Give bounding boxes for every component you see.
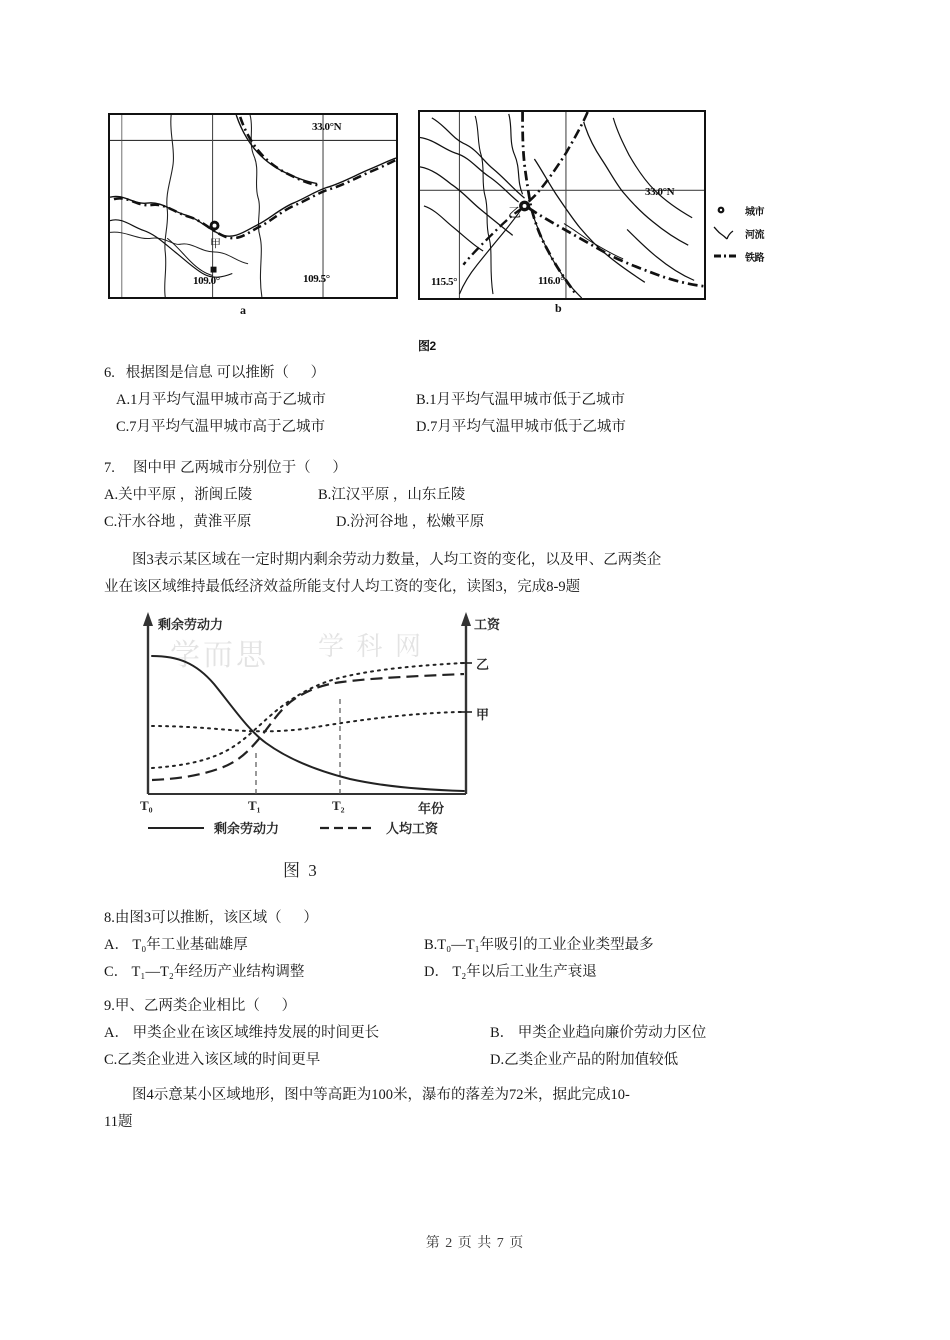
question-7-option-b[interactable]: B.江汉平原 ，山东丘陵: [318, 487, 466, 503]
map-legend: [712, 200, 817, 272]
question-9-option-d[interactable]: D.乙类企业产品的附加值较低: [490, 1052, 679, 1068]
question-9-option-a[interactable]: A． 甲类企业在该区域维持发展的时间更长: [104, 1025, 380, 1041]
legend-label-river: 河流: [745, 229, 764, 241]
legend-label-railway: 铁路: [745, 252, 764, 264]
figure-3-intro: [104, 547, 894, 601]
figure-4-intro-line-2: 11题: [104, 1114, 133, 1130]
question-8-option-b[interactable]: B.T₀—T₁年吸引的工业企业类型最多: [424, 937, 654, 953]
question-8-option-d[interactable]: D． T₂年以后工业生产衰退: [424, 964, 597, 980]
chart-tick-t2: T₂: [332, 798, 345, 813]
question-6-option-c[interactable]: C.7月平均气温甲城市高于乙城市: [116, 419, 326, 435]
chart-label-jia: 甲: [476, 707, 490, 722]
map-a-city-label: 甲: [210, 238, 221, 250]
chart-legend-label-surplus-labor: 剩余劳动力: [214, 821, 280, 836]
chart-legend-item-average-wage: [318, 818, 438, 837]
map-b-lat-label: 33.0°N: [645, 186, 675, 198]
figure-2-title: 图2: [418, 339, 436, 353]
dashed-line-icon: [318, 822, 378, 834]
map-b-lon-left-label: 115.5°: [431, 276, 458, 288]
question-6-option-d[interactable]: D.7月平均气温甲城市低于乙城市: [416, 419, 626, 435]
chart-tick-t0: T₀: [140, 798, 153, 813]
map-b: [418, 110, 706, 300]
question-6-option-b[interactable]: B.1月平均气温甲城市低于乙城市: [416, 392, 626, 408]
map-b-graphic: [420, 112, 704, 298]
question-7-option-a[interactable]: A.关中平原 ，浙闽丘陵: [104, 487, 253, 503]
chart-left-axis-label: 剩余劳动力: [158, 617, 224, 632]
question-6-option-a[interactable]: A.1月平均气温甲城市高于乙城市: [116, 392, 326, 408]
figure-4-intro-line-1: 图4示意某小区域地形，图中等高距为100米，瀑布的落差为72米，据此完成10-: [132, 1087, 630, 1103]
question-9-option-c[interactable]: C.乙类企业进入该区域的时间更早: [104, 1052, 321, 1068]
figure-3-intro-line-1: 图3表示某区域在一定时期内剩余劳动力数量，人均工资的变化，以及甲、乙两类企: [132, 552, 662, 568]
map-a-graphic: [110, 115, 396, 297]
map-a: [108, 113, 398, 299]
figure-4-intro: [104, 1082, 894, 1136]
page-footer: 第 2 页 共 7 页: [425, 1236, 525, 1251]
question-8-option-a[interactable]: A． T₀年工业基础雄厚: [104, 937, 248, 953]
question-7-option-c[interactable]: C.汗水谷地 ，黄淮平原: [104, 514, 252, 530]
city-dot-icon: [712, 203, 738, 217]
figure-3-graphic: [118, 608, 538, 828]
chart-label-yi: 乙: [476, 657, 490, 672]
railway-line-icon: [712, 249, 738, 263]
map-a-lat-label: 33.0°N: [312, 121, 342, 133]
figure-2: [100, 105, 820, 355]
question-6-stem: 6. 根据图是信息 可以推断（ ）: [104, 365, 326, 381]
chart-legend-item-surplus-labor: [146, 818, 279, 837]
question-9: [104, 993, 894, 1074]
figure-3-intro-line-2: 业在该区域维持最低经济效益所能支付人均工资的变化，读图3，完成8-9题: [104, 579, 581, 595]
question-8-option-c[interactable]: C． T₁—T₂年经历产业结构调整: [104, 964, 305, 980]
watermark-text-2: 学 科 网: [318, 632, 425, 661]
question-9-stem: 9.甲、乙两类企业相比（ ）: [104, 998, 297, 1014]
map-a-caption: a: [240, 303, 246, 317]
map-b-city-label: 乙: [508, 205, 522, 220]
legend-item-city: [712, 200, 764, 220]
question-9-option-b[interactable]: B． 甲类企业趋向廉价劳动力区位: [490, 1025, 707, 1041]
map-a-lon-left-label: 109.0°: [193, 275, 220, 287]
watermark-text: 学而思: [170, 639, 269, 672]
question-8-stem: 8.由图3可以推断，该区域（ ）: [104, 910, 318, 926]
chart-legend: [138, 818, 498, 842]
question-7: [104, 455, 894, 536]
solid-line-icon: [146, 822, 206, 834]
chart-tick-t1: T₁: [248, 798, 261, 813]
question-7-option-d[interactable]: D.汾河谷地 ，松嫩平原: [336, 514, 485, 530]
chart-legend-label-average-wage: 人均工资: [386, 821, 439, 836]
figure-3-title: 图 3: [283, 861, 319, 880]
legend-item-river: [712, 223, 764, 243]
map-b-caption: b: [555, 301, 562, 315]
map-a-lon-right-label: 109.5°: [303, 273, 330, 285]
question-6: [104, 360, 894, 441]
legend-item-railway: [712, 246, 764, 266]
map-b-lon-right-label: 116.0°: [538, 275, 565, 287]
legend-label-city: 城市: [745, 206, 764, 218]
question-7-stem: 7. 图中甲 乙两城市分别位于（ ）: [104, 460, 347, 476]
question-8: [104, 905, 894, 986]
figure-3: [118, 608, 538, 888]
chart-x-axis-label: 年份: [418, 801, 445, 816]
chart-right-axis-label: 工资: [474, 617, 501, 632]
river-line-icon: [712, 226, 738, 240]
